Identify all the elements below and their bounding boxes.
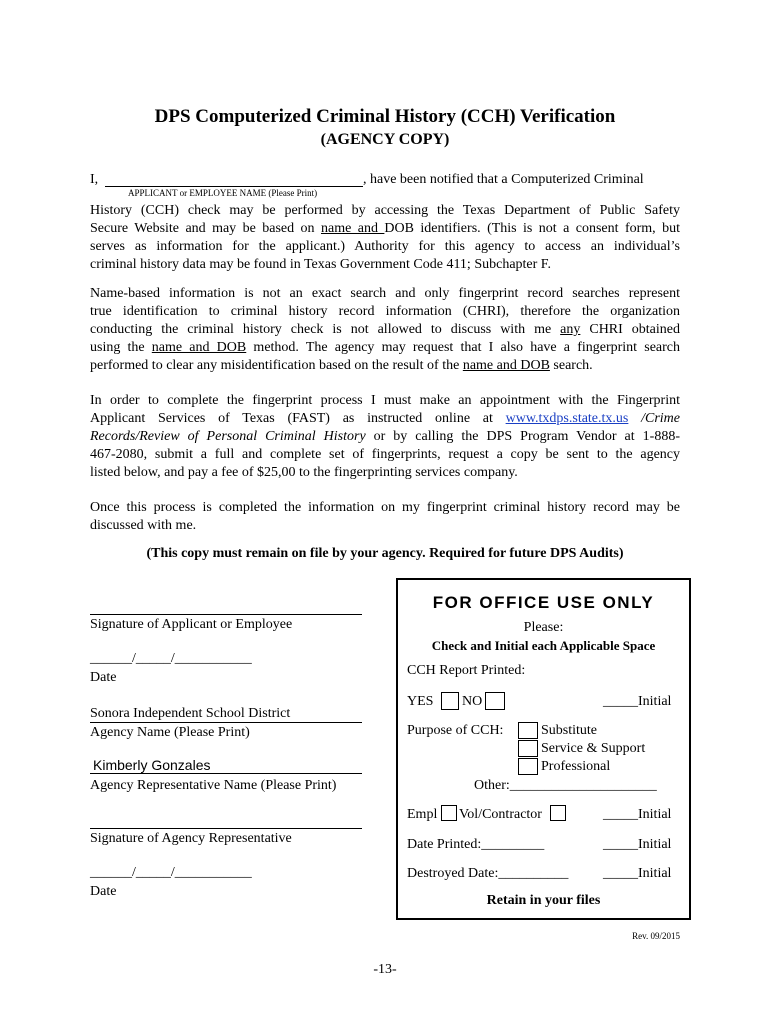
substitute-label: Substitute — [541, 723, 598, 738]
empl-checkbox[interactable] — [441, 805, 457, 821]
agency-date-field[interactable]: ______/_____/___________ — [90, 865, 252, 880]
intro-suffix: , have been notified that a Computerized Criminal — [363, 172, 644, 187]
page-title: DPS Computerized Criminal History (CCH) Verification — [154, 106, 616, 127]
professional-label: Professional — [541, 759, 611, 774]
service-support-checkbox[interactable] — [518, 740, 538, 757]
txdps-link[interactable]: www.txdps.state.tx.us — [505, 411, 629, 426]
agency-rep-name-label: Agency Representative Name (Please Print) — [90, 778, 337, 793]
substitute-checkbox[interactable] — [518, 722, 538, 739]
agency-rep-signature-field[interactable] — [90, 814, 362, 829]
yes-label: YES — [407, 694, 434, 709]
initial-field-date-printed[interactable]: _____Initial — [603, 837, 672, 852]
name-caption: APPLICANT or EMPLOYEE NAME (Please Print) — [128, 188, 318, 198]
retain-files-label: Retain in your files — [486, 893, 601, 908]
purpose-label: Purpose of CCH: — [407, 723, 504, 738]
applicant-signature-label: Signature of Applicant or Employee — [90, 617, 293, 632]
agency-rep-name-field[interactable]: Kimberly Gonzales — [90, 757, 362, 774]
agency-name-field[interactable]: Sonora Independent School District — [90, 706, 362, 723]
date-printed-field[interactable]: Date Printed:_________ — [407, 837, 545, 852]
no-checkbox[interactable] — [485, 692, 505, 710]
initial-field-printed[interactable]: _____Initial — [603, 694, 672, 709]
applicant-name-field[interactable] — [105, 173, 363, 187]
office-instruction: Check and Initial each Applicable Space — [431, 638, 656, 653]
retain-notice: (This copy must remain on file by your agency. Required for future DPS Audits) — [146, 546, 624, 561]
agency-rep-signature-label: Signature of Agency Representative — [90, 831, 292, 846]
paragraph-name-based: Name-based information is not an exact search and only fingerprint record searches represent true identification to criminal history record information (CHRI), therefore the organization conducting the criminal history check is not allowed to discuss with me any CHRI obtained using the name and DOB method. The agency may request that I also have a fingerprint search performed to clear any misidentification based on the result of the name and DOB search. — [90, 286, 680, 373]
vol-contractor-checkbox[interactable] — [550, 805, 566, 821]
service-support-label: Service & Support — [541, 741, 646, 756]
paragraph-cch: History (CCH) check may be performed by accessing the Texas Department of Public Safety Secure Website and may be based on name and DOB identifiers. (This is not a consent form, but serves as information for the applicant.) Authority for this agency to access an individual’s criminal history data may be found in Texas Government Code 411; Subchapter F. — [90, 203, 680, 272]
page-number: -13- — [373, 962, 397, 977]
destroyed-date-field[interactable]: Destroyed Date:__________ — [407, 866, 569, 881]
office-use-heading: FOR OFFICE USE ONLY — [432, 593, 655, 612]
initial-field-destroyed[interactable]: _____Initial — [603, 866, 672, 881]
yes-checkbox[interactable] — [441, 692, 459, 710]
agency-date-label: Date — [90, 884, 117, 899]
cch-printed-label: CCH Report Printed: — [407, 663, 526, 678]
paragraph-fingerprint: In order to complete the fingerprint process I must make an appointment with the Fingerprint Applicant Services of Texas (FAST) as instructed online at www.txdps.state.tx.us /Crime Records/Review of Personal Criminal History or by calling the DPS Program Vendor at 1-888- 467-2080, submit a full and complete set of fingerprints, request a copy be sent to the agency listed below, and pay a fee of $25,00 to the fingerprinting services company. — [90, 393, 681, 480]
empl-label: Empl — [407, 807, 438, 822]
other-field[interactable]: Other:_____________________ — [474, 778, 657, 793]
applicant-signature-field[interactable] — [90, 600, 362, 615]
revision-date: Rev. 09/2015 — [632, 931, 680, 941]
office-please: Please: — [523, 620, 564, 635]
page-subtitle: (AGENCY COPY) — [320, 131, 450, 148]
professional-checkbox[interactable] — [518, 758, 538, 775]
intro-prefix: I, — [90, 172, 99, 187]
initial-field-empl[interactable]: _____Initial — [603, 807, 672, 822]
no-label: NO — [462, 694, 483, 709]
paragraph-completion: Once this process is completed the information on my fingerprint criminal history record may be discussed with me. — [90, 500, 680, 533]
applicant-date-label: Date — [90, 670, 117, 685]
applicant-date-field[interactable]: ______/_____/___________ — [90, 651, 252, 666]
agency-name-label: Agency Name (Please Print) — [90, 725, 250, 740]
vol-contractor-label: Vol/Contractor — [459, 807, 542, 822]
